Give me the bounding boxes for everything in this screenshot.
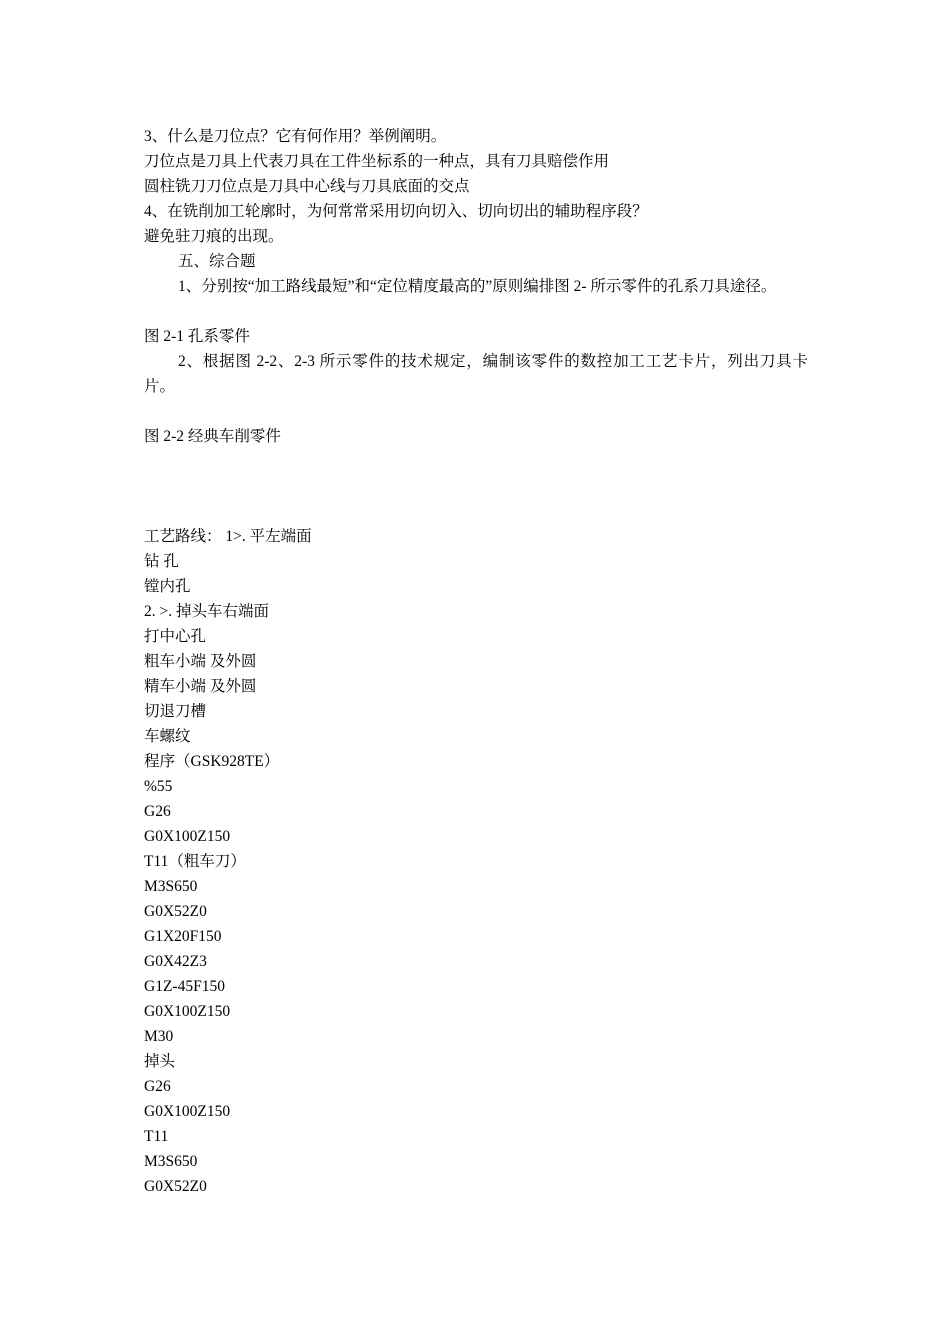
- nc-program: [144, 749, 808, 1199]
- task-2-text: 2、根据图 2-2、2-3 所示零件的技术规定，编制该零件的数控加工工艺卡片，列出刀具卡片。: [144, 353, 808, 395]
- process-line: 工艺路线： 1>. 平左端面: [144, 528, 312, 545]
- process-line: 车螺纹: [144, 728, 191, 745]
- program-line: G1X20F150: [144, 928, 222, 945]
- program-line: G0X100Z150: [144, 1103, 231, 1120]
- program-line: G0X100Z150: [144, 1003, 231, 1020]
- question-3: 3、什么是刀位点？它有何作用？举例阐明。: [144, 128, 447, 145]
- program-line: G0X52Z0: [144, 903, 207, 920]
- program-line: %55: [144, 778, 173, 795]
- program-line: 掉头: [144, 1053, 176, 1070]
- program-line: G26: [144, 803, 171, 820]
- program-line: G0X42Z3: [144, 953, 207, 970]
- document-body: [144, 124, 808, 1199]
- program-line: 程序（GSK928TE）: [144, 753, 280, 770]
- program-line: M30: [144, 1028, 174, 1045]
- program-line: M3S650: [144, 1153, 198, 1170]
- figure-2-2-placeholder: [144, 449, 808, 524]
- program-line: T11: [144, 1128, 169, 1145]
- figure-2-1-caption: 图 2-1 孔系零件: [144, 328, 250, 345]
- program-line: T11（粗车刀）: [144, 853, 246, 870]
- process-line: 粗车小端 及外圆: [144, 653, 257, 670]
- program-line: G0X100Z150: [144, 828, 231, 845]
- process-line: 钻 孔: [144, 553, 179, 570]
- section-5-heading: 五、综合题: [178, 253, 256, 270]
- process-line: 精车小端 及外圆: [144, 678, 257, 695]
- task-1-text: 1、分别按“加工路线最短”和“定位精度最高的”原则编排图 2- 所示零件的孔系刀具途径。: [178, 278, 777, 295]
- process-line: 切退刀槽: [144, 703, 207, 720]
- process-line: 打中心孔: [144, 628, 207, 645]
- process-route: [144, 524, 808, 749]
- process-line: 镗内孔: [144, 578, 191, 595]
- figure-2-2-gap: [144, 399, 808, 424]
- figure-2-1-placeholder: [144, 299, 808, 324]
- question-3-answer-line-1: 刀位点是刀具上代表刀具在工件坐标系的一种点，具有刀具赔偿作用: [144, 153, 610, 170]
- program-line: G0X52Z0: [144, 1178, 207, 1195]
- program-line: M3S650: [144, 878, 198, 895]
- process-line: 2. >. 掉头车右端面: [144, 603, 269, 620]
- question-3-answer-line-2: 圆柱铣刀刀位点是刀具中心线与刀具底面的交点: [144, 178, 470, 195]
- program-line: G26: [144, 1078, 171, 1095]
- question-4: 4、在铣削加工轮廓时，为何常常采用切向切入、切向切出的辅助程序段？: [144, 203, 648, 220]
- figure-2-2-caption: 图 2-2 经典车削零件: [144, 428, 281, 445]
- question-4-answer: 避免驻刀痕的出现。: [144, 228, 284, 245]
- program-line: G1Z-45F150: [144, 978, 225, 995]
